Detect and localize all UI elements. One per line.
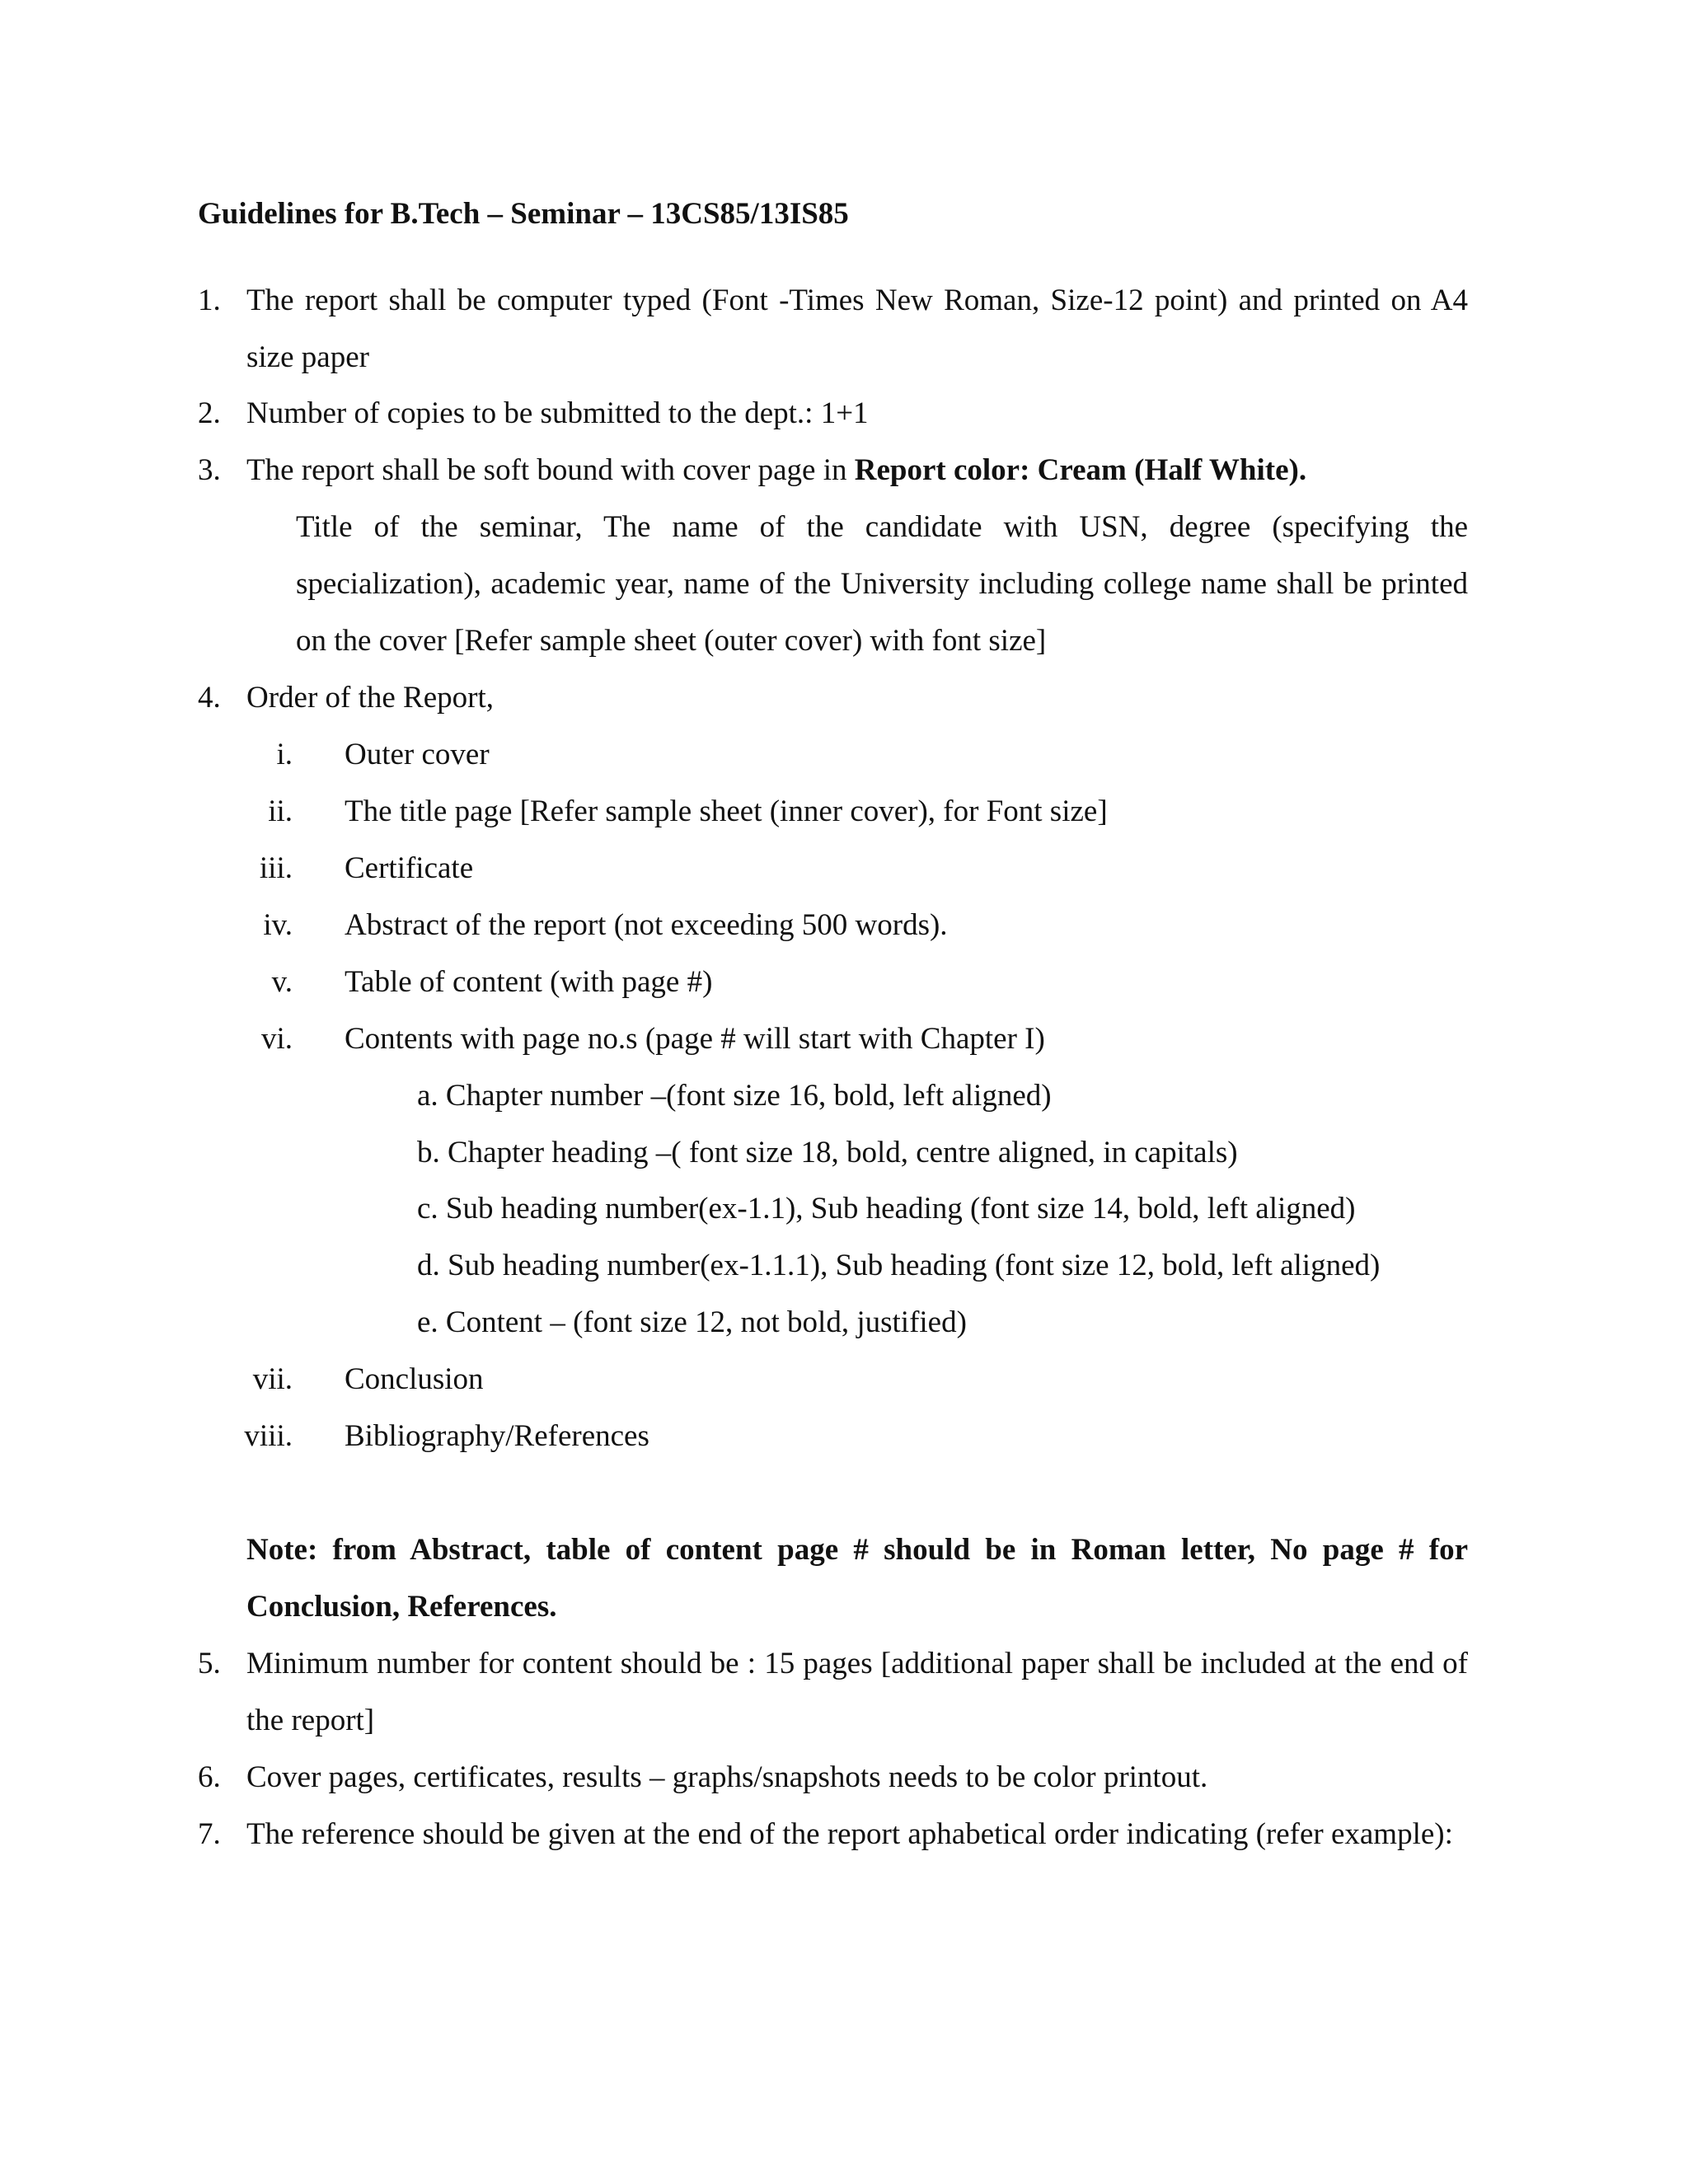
- contents-subitem: e. Content – (font size 12, not bold, justified): [417, 1305, 967, 1339]
- item-text: [246, 442, 1468, 499]
- item-text: Cover pages, certificates, results – graphs/snapshots needs to be color printout.: [246, 1760, 1208, 1794]
- item-number: 1.: [198, 284, 221, 317]
- note-paragraph: Note: from Abstract, table of content page # should be in Roman letter, No page # for Conclusion, References.: [246, 1533, 1468, 1624]
- roman-number: ii.: [268, 794, 293, 828]
- order-item: Table of content (with page #): [345, 965, 713, 999]
- item-text: Order of the Report,: [246, 681, 495, 715]
- page-title: Guidelines for B.Tech – Seminar – 13CS85/13IS85: [198, 197, 849, 231]
- item-text-plain: The report shall be soft bound with cover page in: [246, 453, 855, 487]
- order-item: Outer cover: [345, 738, 490, 771]
- report-color-bold: Report color: Cream (Half White).: [854, 453, 1307, 487]
- roman-number: i.: [276, 738, 293, 771]
- roman-number: iii.: [259, 851, 293, 885]
- item-text: The reference should be given at the end of the report aphabetical order indicating (refer example):: [246, 1817, 1453, 1851]
- item-text: Minimum number for content should be : 15 pages [additional paper shall be included at the end of the report]: [246, 1647, 1468, 1737]
- item-number: 2.: [198, 396, 221, 430]
- roman-number: iv.: [263, 908, 293, 942]
- order-item: Abstract of the report (not exceeding 500 words).: [345, 908, 948, 942]
- item-number: 6.: [198, 1760, 221, 1794]
- item-number: 3.: [198, 453, 221, 487]
- contents-subitem: b. Chapter heading –( font size 18, bold, centre aligned, in capitals): [417, 1136, 1238, 1169]
- order-item: Bibliography/References: [345, 1419, 649, 1453]
- order-item: Conclusion: [345, 1362, 484, 1396]
- contents-subitem: c. Sub heading number(ex-1.1), Sub heading (font size 14, bold, left aligned): [417, 1192, 1356, 1226]
- contents-subitem: d. Sub heading number(ex-1.1.1), Sub heading (font size 12, bold, left aligned): [417, 1249, 1381, 1282]
- item-text: Number of copies to be submitted to the dept.: 1+1: [246, 396, 869, 430]
- item-number: 7.: [198, 1817, 221, 1851]
- order-item: Contents with page no.s (page # will start with Chapter I): [345, 1022, 1045, 1056]
- contents-subitem: a. Chapter number –(font size 16, bold, left aligned): [417, 1079, 1052, 1113]
- roman-number: vii.: [252, 1362, 293, 1396]
- roman-number: v.: [271, 965, 293, 999]
- roman-number: viii.: [244, 1419, 293, 1453]
- order-item: Certificate: [345, 851, 474, 885]
- item-number: 5.: [198, 1647, 221, 1680]
- roman-number: vi.: [260, 1022, 293, 1056]
- cover-details-paragraph: Title of the seminar, The name of the candidate with USN, degree (specifying the specialization), academic year, name of the University including college name shall be printed on the cover [Refer sample sheet (outer cover) with font size]: [296, 510, 1468, 658]
- item-number: 4.: [198, 681, 221, 715]
- order-item: The title page [Refer sample sheet (inner cover), for Font size]: [345, 794, 1108, 828]
- item-text: The report shall be computer typed (Font -Times New Roman, Size-12 point) and printed on A4 size paper: [246, 284, 1468, 374]
